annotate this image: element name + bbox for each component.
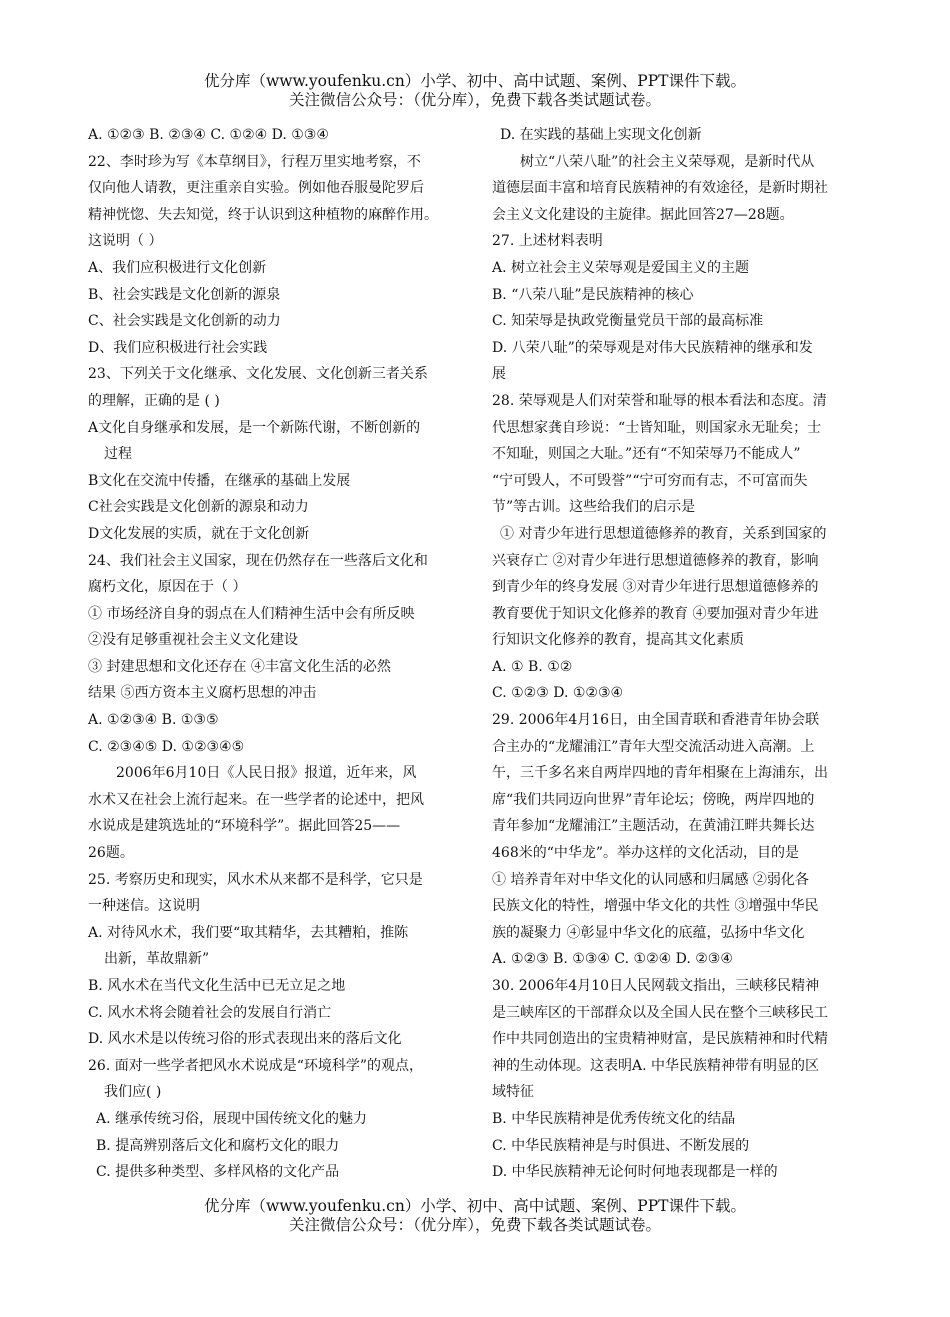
text-line: 水说成是建筑选址的“环境科学”。据此回答25—— (88, 818, 401, 835)
text-line: B. 提高辨别落后文化和腐朽文化的眼力 (96, 1137, 340, 1154)
text-line: C. 知荣辱是执政党衡量党员干部的最高标准 (492, 313, 764, 330)
text-line: B文化在交流中传播，在继承的基础上发展 (88, 472, 351, 489)
header-line-1: 优分库（www.youfenku.cn）小学、初中、高中试题、案例、PPT课件下载。 (203, 72, 747, 90)
left-column (88, 122, 470, 1186)
text-line: 代思想家龚自珍说：“士皆知耻，则国家永无耻矣；士 (492, 419, 822, 436)
text-line: C. ②③④⑤ D. ①②③④⑤ (88, 738, 245, 755)
text-line: B. 风水术在当代文化生活中已无立足之地 (88, 978, 346, 994)
text-line: C. 风水术将会随着社会的发展自行消亡 (88, 1004, 332, 1021)
text-line: B、社会实践是文化创新的源泉 (88, 286, 281, 303)
text-line: 这说明（ ） (88, 233, 163, 250)
text-line: ②没有足够重视社会主义文化建设 (88, 632, 298, 649)
text-line: 出新，革故鼎新” (104, 951, 210, 968)
text-line: 过程 (104, 446, 132, 463)
text-line: 22、李时珍为写《本草纲目》，行程万里实地考察，不 (88, 153, 421, 170)
text-line: D、我们应积极进行社会实践 (88, 339, 268, 356)
text-line: D文化发展的实质，就在于文化创新 (88, 525, 310, 542)
text-line: 仅向他人请教，更注重亲自实验。例如他吞服曼陀罗后 (88, 180, 424, 197)
text-line: 合主办的“龙耀浦江”青年大型交流活动进入高潮。上 (492, 738, 815, 755)
text-line: 午，三千多名来自两岸四地的青年相聚在上海浦东，出 (492, 765, 828, 782)
text-line: 30. 2006年4月10日人民网载文指出，三峡移民精神 (492, 978, 820, 994)
text-line: 是三峡库区的干部群众以及全国人民在整个三峡移民工 (492, 1004, 828, 1021)
text-line: ① 培养青年对中华文化的认同感和归属感 ②弱化各 (492, 871, 809, 888)
text-line: A. ①②③ B. ②③④ C. ①②④ D. ①③④ (88, 127, 329, 143)
text-line: 468米的“中华龙”。举办这样的文化活动，目的是 (492, 845, 800, 862)
text-line: C. 提供多种类型、多样风格的文化产品 (96, 1164, 340, 1181)
text-line: 树立“八荣八耻”的社会主义荣辱观，是新时代从 (520, 153, 815, 170)
text-line: A. ① B. ①② (492, 658, 573, 675)
text-line: D. 中华民族精神无论何时何地表现都是一样的 (492, 1164, 778, 1181)
text-line: 一种迷信。这说明 (88, 898, 200, 915)
text-line: 25. 考察历史和现实，风水术从来都不是科学，它只是 (88, 871, 423, 888)
text-line: “宁可毁人，不可毁誉”“宁可穷而有志，不可富而失 (492, 472, 808, 489)
text-line: 会主义文化建设的主旋律。据此回答27—28题。 (492, 206, 794, 223)
text-line: B. 中华民族精神是优秀传统文化的结晶 (492, 1110, 736, 1127)
text-line: A、我们应积极进行文化创新 (88, 259, 267, 276)
text-line: 24、我们社会主义国家，现在仍然存在一些落后文化和 (88, 552, 428, 569)
text-line: A. 对待风水术，我们要“取其精华，去其糟粕，推陈 (88, 924, 409, 941)
text-line: 不知耻，则国之大耻。”还有“不知荣辱乃不能成人” (492, 446, 801, 463)
header-line-2: 关注微信公众号：（优分库），免费下载各类试题试卷。 (288, 91, 661, 109)
text-line: 神的生动体现。这表明A. 中华民族精神带有明显的区 (492, 1057, 820, 1074)
text-line: C社会实践是文化创新的源泉和动力 (88, 499, 309, 516)
text-line: 我们应( ) (104, 1084, 162, 1101)
text-line: 席“我们共同迈向世界”青年论坛；傍晚，两岸四地的 (492, 791, 815, 808)
text-line: C. ①②③ D. ①②③④ (492, 685, 624, 702)
page-footer-banner (0, 1197, 950, 1235)
text-line: 26. 面对一些学者把风水术说成是“环境科学”的观点， (88, 1057, 424, 1074)
text-line: D. 在实践的基础上实现文化创新 (500, 127, 702, 143)
text-line: C. 中华民族精神是与时俱进、不断发展的 (492, 1137, 750, 1154)
text-line: A文化自身继承和发展，是一个新陈代谢，不断创新的 (88, 419, 421, 436)
text-line: 作中共同创造出的宝贵精神财富，是民族精神和时代精 (492, 1031, 828, 1048)
text-line: A. 树立社会主义荣辱观是爱国主义的主题 (492, 259, 750, 276)
text-line: 到青少年的终身发展 ③对青少年进行思想道德修养的 (492, 579, 819, 596)
text-line: 族的凝聚力 ④彰显中华文化的底蕴，弘扬中华文化 (492, 924, 805, 941)
text-line: ① 对青少年进行思想道德修养的教育，关系到国家的 (500, 525, 827, 542)
text-line: 29. 2006年4月16日，由全国青联和香港青年协会联 (492, 712, 820, 729)
text-line: 域特征 (492, 1084, 534, 1101)
footer-line-1: 优分库（www.youfenku.cn）小学、初中、高中试题、案例、PPT课件下载。 (203, 1197, 747, 1215)
text-line: 兴衰存亡 ②对青少年进行思想道德修养的教育，影响 (492, 552, 819, 569)
text-line: 道德层面丰富和培育民族精神的有效途径，是新时期社 (492, 180, 828, 197)
text-line: 26题。 (88, 845, 134, 862)
text-line: B. “八荣八耻”是民族精神的核心 (492, 286, 694, 303)
text-line: 腐朽文化，原因在于（ ） (88, 579, 247, 596)
page-header-banner (0, 72, 950, 110)
text-line: ① 市场经济自身的弱点在人们精神生活中会有所反映 (88, 605, 415, 622)
text-line: A. 继承传统习俗，展现中国传统文化的魅力 (96, 1110, 368, 1127)
text-line: C、社会实践是文化创新的动力 (88, 313, 281, 330)
text-line: 结果 ⑤西方资本主义腐朽思想的冲击 (88, 685, 317, 702)
text-line: A. ①②③④ B. ①③⑤ (88, 712, 219, 729)
text-line: 精神恍惚、失去知觉，终于认识到这种植物的麻醉作用。 (88, 206, 438, 223)
text-line: ③ 封建思想和文化还存在 ④丰富文化生活的必然 (88, 658, 391, 675)
text-line: 27. 上述材料表明 (492, 233, 603, 250)
text-line: 2006年6月10日《人民日报》报道，近年来，风 (116, 765, 417, 782)
text-line: 展 (492, 366, 506, 383)
footer-line-2: 关注微信公众号：（优分库），免费下载各类试题试卷。 (288, 1216, 661, 1234)
text-line: 23、下列关于文化继承、文化发展、文化创新三者关系 (88, 366, 428, 383)
text-line: 水术又在社会上流行起来。在一些学者的论述中，把风 (88, 791, 424, 808)
text-line: 行知识文化修养的教育，提高其文化素质 (492, 632, 744, 649)
right-column (492, 122, 870, 1186)
text-line: 教育要优于知识文化修养的教育 ④要加强对青少年进 (492, 605, 819, 622)
text-line: 民族文化的特性，增强中华文化的共性 ③增强中华民 (492, 898, 819, 915)
text-line: 28. 荣辱观是人们对荣誉和耻辱的根本看法和态度。清 (492, 392, 827, 409)
text-line: 的理解，正确的是 ( ) (88, 392, 220, 409)
text-line: D. 八荣八耻”的荣辱观是对伟大民族精神的继承和发 (492, 339, 813, 356)
text-line: 青年参加“龙耀浦江”主题活动，在黄浦江畔共舞长达 (492, 818, 815, 835)
text-line: 节”等古训。这些给我们的启示是 (492, 499, 696, 516)
text-line: D. 风水术是以传统习俗的形式表现出来的落后文化 (88, 1031, 402, 1048)
text-line: A. ①②③ B. ①③④ C. ①②④ D. ②③④ (492, 951, 733, 968)
